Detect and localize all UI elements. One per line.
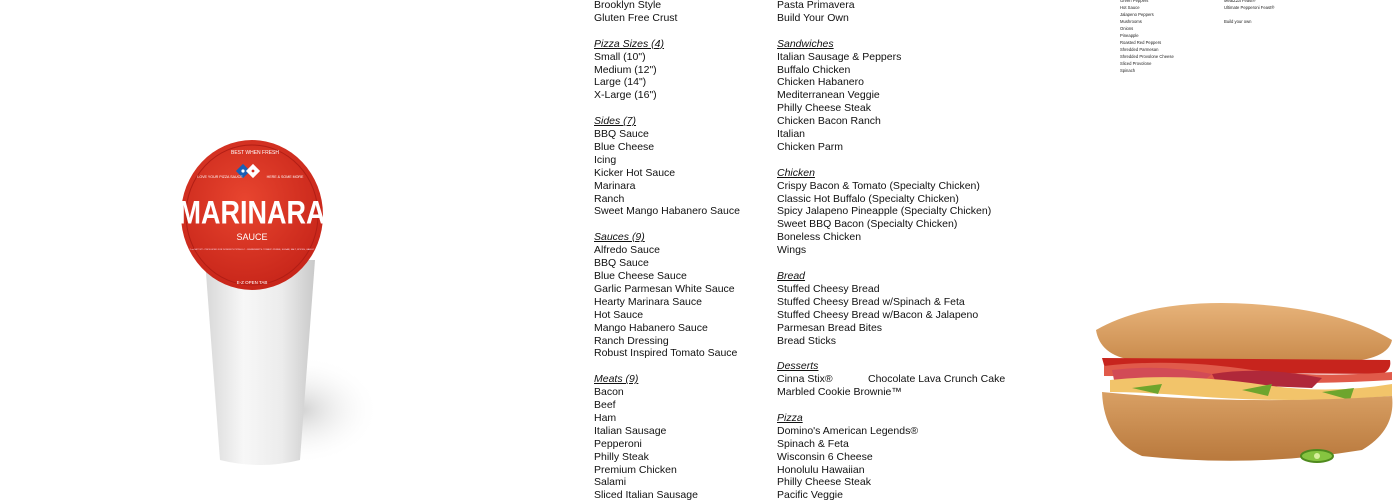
menu-item: Spicy Jalapeno Pineapple (Specialty Chicken) (777, 205, 992, 218)
menu-item: Parmesan Bread Bites (777, 321, 883, 334)
menu-item: Marbled Cookie Brownie™ (777, 386, 902, 399)
menu-item: Bacon (594, 386, 624, 399)
cup-brand-left: LOVE YOUR PIZZA SAUCE (197, 175, 243, 179)
section-header: Sides (7) (594, 115, 637, 128)
menu-item: Marinara (594, 179, 636, 192)
menu-item: Small (10") (594, 50, 646, 63)
menu-item: Chicken Bacon Ranch (777, 115, 881, 128)
menu-item: Beef (594, 399, 616, 412)
menu-item: Chicken Parm (777, 140, 843, 153)
menu-item: Brooklyn Style (594, 0, 662, 11)
chicken-section (777, 167, 1005, 257)
menu-item: Wisconsin 6 Cheese (777, 450, 873, 463)
menu-item: Sweet BBQ Bacon (Specialty Chicken) (777, 218, 958, 231)
crust-section (594, 0, 740, 25)
cup-sub: SAUCE (236, 232, 268, 242)
meats-section (594, 373, 740, 502)
sandwiches-section (777, 38, 1005, 154)
marinara-sauce-cup-image (150, 130, 390, 470)
menu-item: Robust Inspired Tomato Sauce (594, 347, 738, 360)
menu-item: Salami (594, 476, 627, 489)
menu-item: MeatZZa Feast® (1224, 0, 1256, 3)
menu-item: Stuffed Cheesy Bread (777, 282, 880, 295)
section-header: Chicken (777, 166, 815, 179)
menu-item: Pacific Veggie (777, 489, 843, 502)
menu-item: Spinach (1120, 68, 1136, 73)
menu-item: Blue Cheese (594, 140, 655, 153)
section-header: Desserts (777, 360, 819, 373)
menu-item: Jalapeno Peppers (1120, 12, 1154, 17)
menu-item: Stuffed Cheesy Bread w/Spinach & Feta (777, 295, 965, 308)
menu-item: X-Large (16") (594, 89, 657, 102)
cup-fine-print: 2 oz NET WT - PRODUCED FOR DOMINO'S PIZZA LLC - INGREDIENTS: TOMATO PUREE, SUGAR, SALT, SPICES, GARLIC (189, 249, 315, 251)
section-header: Meats (9) (594, 373, 639, 386)
menu-item: Philly Steak (594, 450, 649, 463)
menu-item: Shredded Parmesan (1120, 47, 1159, 52)
section-header: Bread (777, 269, 806, 282)
menu-item: Hot Sauce (1120, 5, 1140, 10)
cup-name: MARINARA (178, 195, 326, 232)
menu-item: Kicker Hot Sauce (594, 166, 676, 179)
menu-item: Pasta Primavera (777, 0, 855, 11)
menu-item: Build Your Own (777, 11, 849, 24)
menu-item: Bread Sticks (777, 334, 836, 347)
menu-item: Italian Sausage (594, 424, 667, 437)
menu-item: Sliced Provolone (1120, 61, 1152, 66)
menu-item: Crispy Bacon & Tomato (Specialty Chicken) (777, 179, 980, 192)
bread-section (777, 270, 1005, 347)
sides-section (594, 115, 740, 218)
menu-item: Hot Sauce (594, 308, 644, 321)
menu-item: Mango Habanero Sauce (594, 321, 708, 334)
menu-item: Mushrooms (1120, 19, 1142, 24)
menu-item: Chicken Habanero (777, 76, 864, 89)
menu-item: BBQ Sauce (594, 128, 649, 141)
sauces-section (594, 231, 740, 360)
desserts-section (777, 360, 1005, 399)
pizza-sizes-section (594, 38, 740, 103)
menu-item: Mediterranean Veggie (777, 89, 880, 102)
menu-item: Large (14") (594, 76, 647, 89)
menu-item: Chocolate Lava Crunch Cake (868, 373, 1006, 386)
menu-item: Italian (777, 128, 806, 141)
menu-item: Garlic Parmesan White Sauce (594, 282, 735, 295)
menu-item: Ham (594, 411, 617, 424)
italian-sandwich-image (1092, 300, 1400, 470)
menu-item: Classic Hot Buffalo (Specialty Chicken) (777, 192, 959, 205)
cup-tab: E-Z OPEN TAB (236, 280, 268, 285)
menu-item: Boneless Chicken (777, 231, 862, 244)
menu-item: Buffalo Chicken (777, 63, 851, 76)
menu-item: Shredded Provolone Cheese (1120, 54, 1174, 59)
menu-item: Hearty Marinara Sauce (594, 295, 702, 308)
menu-item: Stuffed Cheesy Bread w/Bacon & Jalapeno (777, 308, 979, 321)
menu-item: Honolulu Hawaiian (777, 463, 865, 476)
menu-item: Alfredo Sauce (594, 244, 660, 257)
menu-item: Wings (777, 244, 807, 257)
menu-column-left (594, 0, 740, 502)
menu-item: Gluten Free Crust (594, 11, 678, 24)
cup-brand-right: HERE & SOME MORE (266, 175, 304, 179)
menu-item: Ranch (594, 192, 625, 205)
dessert-row (777, 373, 1005, 386)
menu-item: Ultimate Pepperoni Feast® (1224, 5, 1275, 10)
menu-item: Onions (1120, 26, 1134, 31)
menu-item: Medium (12") (594, 63, 657, 76)
menu-item: Pepperoni (594, 437, 642, 450)
menu-item: Sweet Mango Habanero Sauce (594, 205, 740, 218)
pasta-section (777, 0, 1005, 25)
menu-item: Sliced Italian Sausage (594, 489, 698, 502)
menu-item: Italian Sausage & Peppers (777, 50, 902, 63)
section-header: Pizza (777, 411, 803, 424)
section-header: Pizza Sizes (4) (594, 37, 665, 50)
menu-item: Roasted Red Peppers (1120, 40, 1162, 45)
menu-item: Domino's American Legends® (777, 424, 919, 437)
menu-item: Spinach & Feta (777, 437, 849, 450)
cup-label-top: BEST WHEN FRESH (231, 150, 279, 156)
menu-item: BBQ Sauce (594, 257, 649, 270)
pizza-section (777, 412, 1005, 502)
section-header: Sauces (9) (594, 231, 645, 244)
menu-item: Premium Chicken (594, 463, 677, 476)
pizza-list-small (1224, 0, 1274, 25)
menu-item: Blue Cheese Sauce (594, 269, 687, 282)
menu-item: Pineapple (1120, 33, 1139, 38)
menu-item: Philly Cheese Steak (777, 102, 871, 115)
menu-item: Icing (594, 153, 617, 166)
menu-item: Ranch Dressing (594, 334, 669, 347)
toppings-list-small (1120, 0, 1174, 74)
menu-item: Cinna Stix® (777, 373, 833, 386)
menu-item: Green Peppers (1120, 0, 1149, 3)
section-header: Sandwiches (777, 37, 834, 50)
menu-item: Build your own (1224, 19, 1252, 24)
menu-column-right (777, 0, 1005, 502)
menu-item: Philly Cheese Steak (777, 476, 871, 489)
